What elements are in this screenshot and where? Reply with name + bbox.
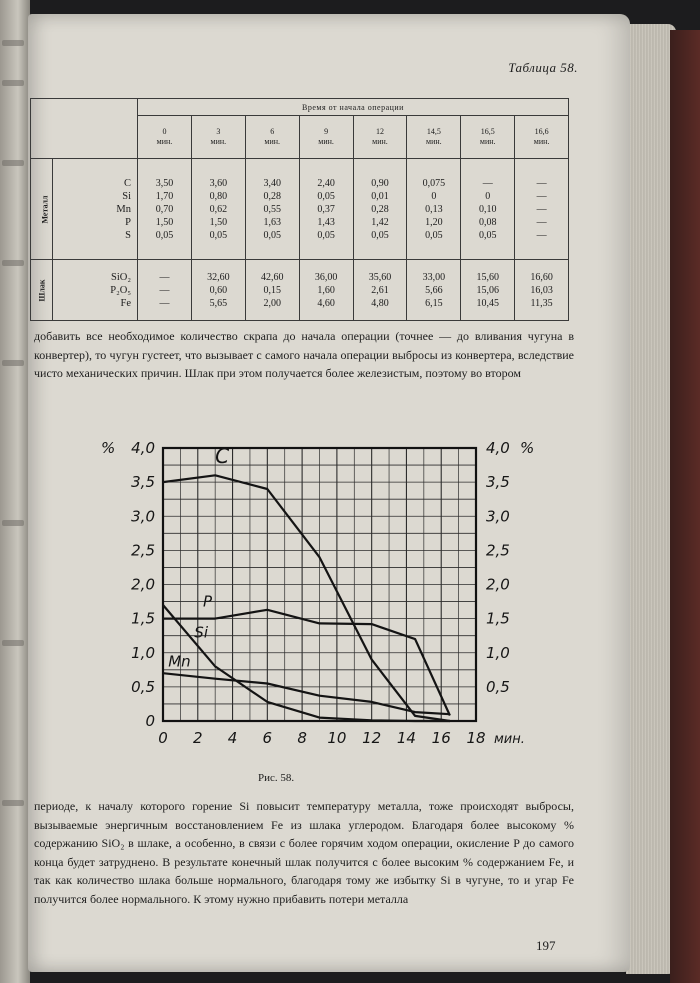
- chart-svg: [88, 434, 558, 754]
- metal-values-col-4: 0,90 0,01 0,28 1,42 0,05: [353, 159, 407, 260]
- slag-values-col-2: 42,60 0,15 2,00: [245, 260, 299, 321]
- series-label-si: Si: [194, 623, 209, 642]
- time-header: Время от начала операции: [138, 99, 569, 116]
- adjacent-page-edge: [0, 0, 30, 983]
- y-right-tick-label: 4,0: [486, 439, 510, 457]
- time-column-7: 16,6 мин.: [515, 116, 569, 159]
- y-right-tick-label: 2,5: [486, 541, 510, 560]
- series-label-c: C: [215, 444, 230, 469]
- metal-values-col-3: 2,40 0,05 0,37 1,43 0,05: [299, 159, 353, 260]
- y-left-tick-label: 3,0: [131, 507, 155, 526]
- metal-element-names: C Si Mn P S: [53, 159, 138, 260]
- slag-values-col-7: 16,60 16,03 11,35: [515, 260, 569, 321]
- x-unit-label: мин.: [494, 732, 525, 747]
- slag-row: [31, 260, 569, 321]
- y-left-tick-label: 1,0: [131, 643, 155, 662]
- composition-table: [30, 98, 569, 321]
- y-right-tick-label: 0,5: [486, 677, 510, 696]
- time-column-6: 16,5 мин.: [461, 116, 515, 159]
- y-right-tick-label: 2,0: [486, 575, 510, 594]
- y-right-tick-label: 3,0: [486, 507, 510, 526]
- time-column-1: 3 мин.: [191, 116, 245, 159]
- slag-values-col-0: — — —: [138, 260, 192, 321]
- slag-values-col-3: 36,00 1,60 4,60: [299, 260, 353, 321]
- y-right-tick-label: 3,5: [486, 473, 510, 492]
- table-label: Таблица 58.: [508, 60, 578, 75]
- page-stack: [626, 24, 676, 974]
- time-column-3: 9 мин.: [299, 116, 353, 159]
- time-column-5: 14,5 мин.: [407, 116, 461, 159]
- slag-values-col-4: 35,60 2,61 4,80: [353, 260, 407, 321]
- metal-values-col-0: 3,50 1,70 0,70 1,50 0,05: [138, 159, 192, 260]
- y-left-tick-label: 0: [145, 712, 155, 730]
- metal-group-label: Металл: [31, 159, 53, 260]
- time-column-4: 12 мин.: [353, 116, 407, 159]
- x-tick-label: 12: [362, 729, 382, 747]
- series-label-p: P: [202, 592, 213, 611]
- time-column-0: 0 мин.: [138, 116, 192, 159]
- series-label-mn: Mn: [168, 652, 191, 671]
- slag-component-names: SiO₂ P₂O₅ Fe: [53, 260, 138, 321]
- metal-values-col-7: — — — — —: [515, 159, 569, 260]
- x-tick-label: 16: [431, 729, 451, 747]
- book-cover: [670, 30, 700, 983]
- y-right-tick-label: 1,5: [486, 609, 510, 628]
- x-tick-label: 6: [262, 729, 273, 747]
- figure-caption: Рис. 58.: [258, 772, 295, 784]
- table-corner: [31, 99, 138, 159]
- metal-values-col-5: 0,075 0 0,13 1,20 0,05: [407, 159, 461, 260]
- book-page: [28, 14, 630, 972]
- y-right-tick-label: 1,0: [486, 643, 510, 662]
- y-left-tick-label: 4,0: [131, 439, 155, 457]
- metal-values-col-2: 3,40 0,28 0,55 1,63 0,05: [245, 159, 299, 260]
- x-tick-label: 8: [297, 729, 307, 747]
- x-tick-label: 18: [466, 729, 486, 747]
- slag-group-label: Шлак: [31, 260, 53, 321]
- x-tick-label: 0: [158, 729, 168, 747]
- metal-values-col-1: 3,60 0,80 0,62 1,50 0,05: [191, 159, 245, 260]
- y-left-tick-label: 1,5: [131, 609, 155, 628]
- metal-values-col-6: — 0 0,10 0,08 0,05: [461, 159, 515, 260]
- metal-row: [31, 159, 569, 260]
- slag-values-col-1: 32,60 0,60 5,65: [191, 260, 245, 321]
- paragraph-top: добавить все необходимое количество скрапа до начала операции (точнее — до вливания чугуна в конвертер), то чугун густеет, что вызывает с самого начала операции выбросы из конвертера, вследствие чисто механических причин. Шлак при этом получается более железистым, поэтому во втором: [34, 329, 574, 380]
- y-left-tick-label: 2,0: [131, 575, 155, 594]
- y-left-tick-label: 2,5: [131, 541, 155, 560]
- y-left-unit-label: %: [101, 439, 116, 457]
- slag-values-col-5: 33,00 5,66 6,15: [407, 260, 461, 321]
- y-left-tick-label: 0,5: [131, 677, 155, 696]
- slag-values-col-6: 15,60 15,06 10,45: [461, 260, 515, 321]
- x-tick-label: 2: [193, 729, 203, 747]
- y-right-unit-label: %: [520, 439, 535, 457]
- paragraph-bottom: периоде, к началу которого горение Si повысит температуру металла, тоже происходят выбросы, вызываемые энергичным восстановлением Fe из шлака углеродом. Благодаря более высокому % содержанию SiO₂ в шлаке, а особенно, в связи с более горячим ходом операции, окисление P до самого конца будет затруднено. В результате конечный шлак получится с более высоким % содержанием Fe, и так как количество шлака больше нормального, благодаря тому же избытку Si в чугуне, то и угар Fe получится более нормального. К этому нужно прибавить потери металла: [34, 799, 574, 906]
- time-column-2: 6 мин.: [245, 116, 299, 159]
- y-left-tick-label: 3,5: [131, 473, 155, 492]
- page-number: 197: [536, 938, 556, 953]
- x-tick-label: 14: [396, 729, 416, 747]
- x-tick-label: 4: [227, 729, 238, 747]
- x-tick-label: 10: [327, 729, 347, 747]
- figure-58-chart: [88, 434, 558, 754]
